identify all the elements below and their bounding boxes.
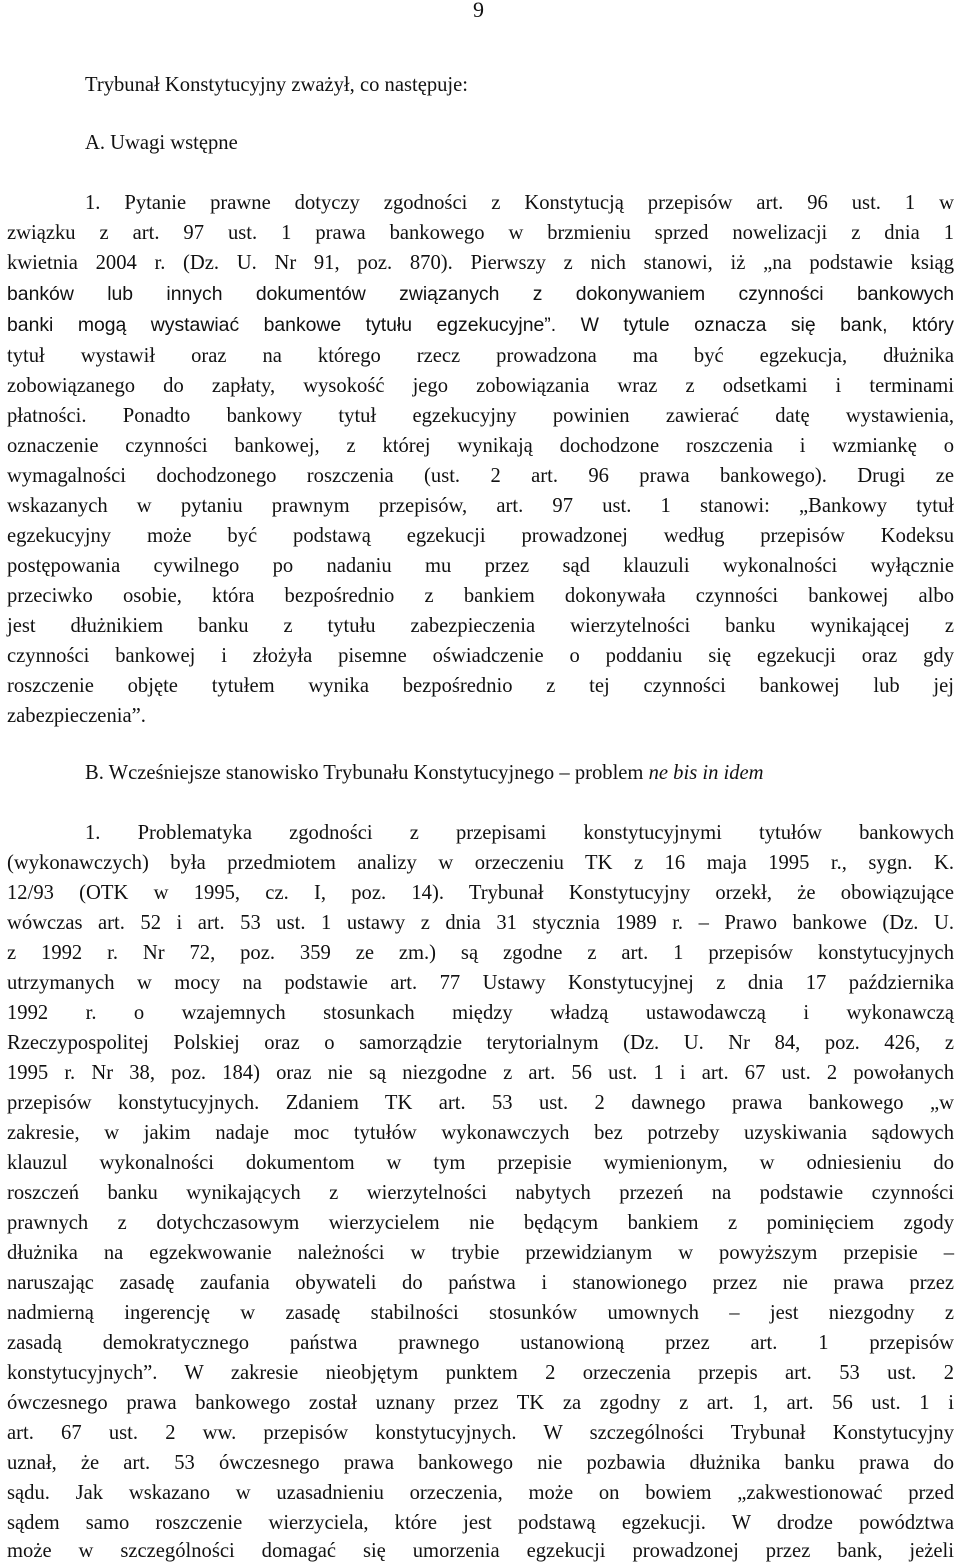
paragraph-line: zakresie, w jakim nadaje moc tytułów wykonawczych bez potrzeby uzyskiwania sądowych <box>7 1122 954 1144</box>
paragraph-line: przepisów konstytucyjnych. Zdaniem TK art. 53 ust. 2 dawnego prawa bankowego „w <box>7 1092 954 1114</box>
paragraph-line: przeciwko osobie, która bezpośrednio z bankiem dokonywała czynności bankowej albo <box>7 585 954 607</box>
paragraph-line: zobowiązanego do zapłaty, wysokość jego zobowiązania wraz z odsetkami i terminami <box>7 375 954 397</box>
paragraph-line: sądu. Jak wskazano w uzasadnieniu orzeczenia, może on bowiem „zakwestionować przed <box>7 1482 954 1504</box>
paragraph-line: klauzul wykonalności dokumentom w tym przepisie wymienionym, w odniesieniu do <box>7 1152 954 1174</box>
paragraph-line: zasadą demokratycznego państwa prawnego ustanowioną przez art. 1 przepisów <box>7 1332 954 1354</box>
paragraph-line: banki mogą wystawiać bankowe tytułu egzekucyjne”. W tytule oznacza się bank, który <box>7 314 954 336</box>
paragraph-line: nadmierną ingerencję w zasadę stabilności stosunków umownych – jest niezgodny z <box>7 1302 954 1324</box>
paragraph-line: egzekucyjny może być podstawą egzekucji prowadzonej według przepisów Kodeksu <box>7 525 954 547</box>
paragraph-line: dłużnika na egzekwowanie należności w trybie przewidzianym w powyższym przepisie – <box>7 1242 954 1264</box>
paragraph-line: (wykonawczych) była przedmiotem analizy w orzeczeniu TK z 16 maja 1995 r., sygn. K. <box>7 852 954 874</box>
paragraph-line: 12/93 (OTK w 1995, cz. I, poz. 14). Trybunał Konstytucyjny orzekł, że obowiązujące <box>7 882 954 904</box>
paragraph-line: z 1992 r. Nr 72, poz. 359 ze zm.) są zgodne z art. 1 przepisów konstytucyjnych <box>7 942 954 964</box>
paragraph-line: 1995 r. Nr 38, poz. 184) oraz nie są niezgodne z art. 56 ust. 1 i art. 67 ust. 2 powołanych <box>7 1062 954 1084</box>
paragraph-line: 1. Problematyka zgodności z przepisami konstytucyjnymi tytułów bankowych <box>85 822 954 844</box>
paragraph-line: płatności. Ponadto bankowy tytuł egzekucyjny powinien zawierać datę wystawienia, <box>7 405 954 427</box>
paragraph-line: roszczenie objęte tytułem wynika bezpośrednio z tej czynności bankowej lub jej <box>7 675 954 697</box>
paragraph-line: postępowania cywilnego po nadaniu mu przez sąd klauzuli wykonalności wyłącznie <box>7 555 954 577</box>
paragraph-line: naruszając zasadę zaufania obywateli do państwa i stanowionego przez nie prawa przez <box>7 1272 954 1294</box>
paragraph-line: tytuł wystawił oraz na którego rzecz prowadzona ma być egzekucja, dłużnika <box>7 345 954 367</box>
paragraph-line: czynności bankowej i złożyła pisemne oświadczenie o poddaniu się egzekucji oraz gdy <box>7 645 954 667</box>
paragraph-line: ówczesnego prawa bankowego został uznany przez TK za zgodny z art. 1, art. 56 ust. 1 i <box>7 1392 954 1414</box>
intro-heading: Trybunał Konstytucyjny zważył, co następuje: <box>85 74 469 96</box>
paragraph-line: zabezpieczenia”. <box>7 705 146 727</box>
paragraph-line: prawnych z dotychczasowym wierzycielem nie będącym bankiem z pominięciem zgody <box>7 1212 954 1234</box>
paragraph-line: banków lub innych dokumentów związanych z dokonywaniem czynności bankowych <box>7 283 954 305</box>
paragraph-line: 1992 r. o wzajemnych stosunkach między władzą ustawodawczą i wykonawczą <box>7 1002 954 1024</box>
paragraph-line: wymagalności dochodzonego roszczenia (ust. 2 art. 96 prawa bankowego). Drugi ze <box>7 465 954 487</box>
paragraph-line: sądem samo roszczenie wierzyciela, które jest podstawą egzekucji. W drodze powództwa <box>7 1512 954 1534</box>
paragraph-line: roszczeń banku wynikających z wierzytelności nabytych przezeń na podstawie czynności <box>7 1182 954 1204</box>
paragraph-line: może w szczególności domagać się umorzenia egzekucji prowadzonej przez bank, jeżeli <box>7 1540 954 1562</box>
paragraph-line: związku z art. 97 ust. 1 prawa bankowego w brzmieniu sprzed nowelizacji z dnia 1 <box>7 222 954 244</box>
section-b-title-italic: ne bis in idem <box>648 762 764 784</box>
paragraph-line: jest dłużnikiem banku z tytułu zabezpieczenia wierzytelności banku wynikającej z <box>7 615 954 637</box>
paragraph-line: wskazanych w pytaniu prawnym przepisów, art. 97 ust. 1 stanowi: „Bankowy tytuł <box>7 495 954 517</box>
paragraph-line: uznał, że art. 53 ówczesnego prawa bankowego nie pozbawia dłużnika banku prawa do <box>7 1452 954 1474</box>
paragraph-line: konstytucyjnych”. W zakresie nieobjętym punktem 2 orzeczenia przepis art. 53 ust. 2 <box>7 1362 954 1384</box>
paragraph-line: 1. Pytanie prawne dotyczy zgodności z Konstytucją przepisów art. 96 ust. 1 w <box>85 192 954 214</box>
paragraph-line: art. 67 ust. 2 ww. przepisów konstytucyjnych. W szczególności Trybunał Konstytucyjny <box>7 1422 954 1444</box>
paragraph-line: oznaczenie czynności bankowej, z której wynikają dochodzone roszczenia i wzmiankę o <box>7 435 954 457</box>
paragraph-line: kwietnia 2004 r. (Dz. U. Nr 91, poz. 870). Pierwszy z nich stanowi, iż „na podstawie ksiąg <box>7 252 954 274</box>
section-b-title: B. Wcześniejsze stanowisko Trybunału Konstytucyjnego – problem ne bis in idem <box>85 762 764 784</box>
paragraph-line: utrzymanych w mocy na podstawie art. 77 Ustawy Konstytucyjnej z dnia 17 października <box>7 972 954 994</box>
paragraph-line: Rzeczypospolitej Polskiej oraz o samorządzie terytorialnym (Dz. U. Nr 84, poz. 426, z <box>7 1032 954 1054</box>
page-number: 9 <box>473 0 484 22</box>
paragraph-line: wówczas art. 52 i art. 53 ust. 1 ustawy z dnia 31 stycznia 1989 r. – Prawo bankowe (Dz. U. <box>7 912 954 934</box>
section-a-title: A. Uwagi wstępne <box>85 132 238 154</box>
